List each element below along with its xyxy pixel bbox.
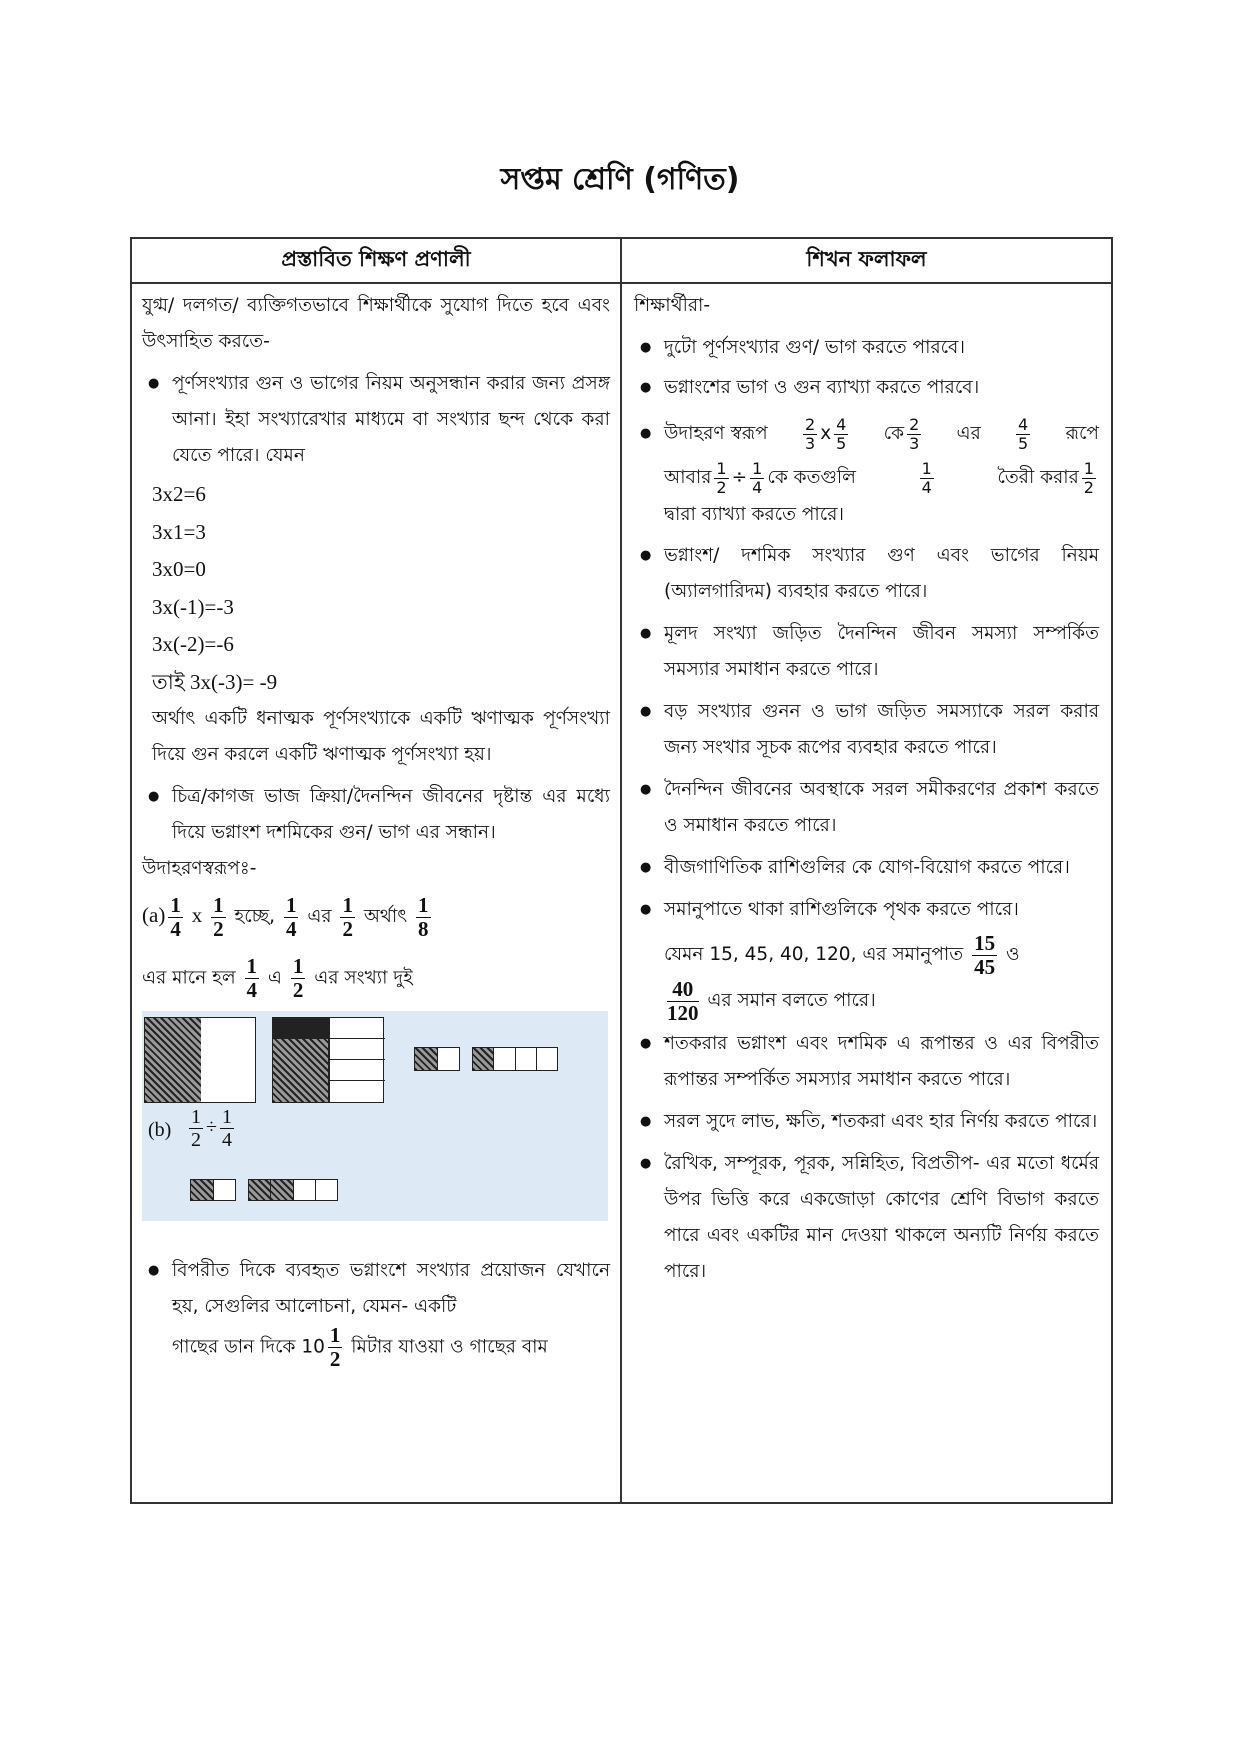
left-bullet-3-end xyxy=(142,1322,610,1371)
example-b-expression xyxy=(186,1107,237,1150)
outcome-proportion-line: যেমন 15, 45, 40, 120, এর সমানুপাত $\frac{15}{45}$ ও xyxy=(664,930,1020,979)
outcome-item-fractions xyxy=(634,412,1099,530)
example-b-label: (b) xyxy=(148,1118,172,1141)
equation: 3x2=6 xyxy=(152,482,206,506)
fraction-one-half: $\frac{1}{2}$ xyxy=(342,892,353,941)
fraction-two-thirds: $\frac{2}{3}$ xyxy=(909,414,920,453)
right-intro: শিক্ষার্থীরা- xyxy=(634,295,711,316)
example-a2-text: এর সংখ্যা দুই xyxy=(314,967,413,988)
equation: 3x0=0 xyxy=(152,557,206,581)
equation: 3x(-1)=-3 xyxy=(152,594,234,619)
outcome-item: ● শতকরার ভগ্নাংশ এবং দশমিক এ রূপান্তর ও এর বিপরীত রূপান্তর সম্পর্কিত সমস্যার সমাধান করতে পারে। xyxy=(634,1026,1099,1098)
curriculum-table xyxy=(130,237,1113,1504)
half-bar-diagram-b xyxy=(190,1179,236,1201)
fraction-diagram xyxy=(142,1011,608,1221)
example-a-text: হচ্ছে, xyxy=(234,906,276,927)
fraction-four-fifths: $\frac{4}{5}$ xyxy=(836,414,847,453)
fraction-one-fourth: $\frac{1}{4}$ xyxy=(921,458,932,497)
bullet3-text: মিটার যাওয়া ও গাছের বাম xyxy=(351,1336,548,1357)
fraction-one-fourth: $\frac{1}{4}$ xyxy=(170,892,181,941)
half-bar-diagram xyxy=(414,1047,460,1071)
example-a2-text: এ xyxy=(267,967,282,988)
fraction-40-120: $\frac{40}{120}$ xyxy=(667,976,699,1025)
outcome-item: ● বীজগাণিতিক রাশিগুলির কে যোগ-বিয়োগ করতে পারে। xyxy=(634,850,1099,886)
times-symbol: x xyxy=(191,903,203,927)
fraction-two-thirds: $\frac{2}{3}$ xyxy=(805,414,816,453)
fraction-15-45: $\frac{15}{45}$ xyxy=(974,930,996,979)
outcome-proportion-line-2: $\frac{40}{120}$ এর সমান বলতে পারে। xyxy=(667,976,876,1025)
example-a-prefix: (a) xyxy=(142,903,166,927)
col-header-learning-outcome: শিখন ফলাফল xyxy=(621,238,1112,283)
teaching-method-cell xyxy=(131,283,621,1503)
outcome-item: ● বড় সংখ্যার গুনন ও ভাগ জড়িত সমস্যাকে সরল করার জন্য সংখার সূচক রূপের ব্যবহার করতে পারে। xyxy=(634,694,1099,766)
quarter-of-half-diagram xyxy=(272,1017,384,1103)
example-a-text: এর xyxy=(307,906,332,927)
outcome-item: ● ভগ্নাংশের ভাগ ও গুন ব্যাখ্যা করতে পারবে। xyxy=(634,370,1099,406)
fraction-one-eighth: $\frac{1}{8}$ xyxy=(418,892,429,941)
col-header-teaching-method: প্রস্তাবিত শিক্ষণ প্রণালী xyxy=(131,238,621,283)
outcome-fraction-row-2: আবার $\frac{1}{2}$ ÷ $\frac{1}{4}$ কে কতগুলি $\frac{1}{4}$ তৈরী করার $\frac{1}{2}$ xyxy=(664,458,1094,497)
fraction-one-half: $\frac{1}{2}$ xyxy=(329,1322,341,1371)
example-a-text: অর্থাৎ xyxy=(363,906,408,927)
quarter-bar-diagram xyxy=(472,1047,558,1071)
outcome-item: ● দুটো পূর্ণসংখ্যার গুণ/ ভাগ করতে পারবে। xyxy=(634,330,1099,366)
left-bullet-3: ● বিপরীত দিকে ব্যবহৃত ভগ্নাংশে সংখ্যার প্রয়োজন যেখানে হয়, সেগুলির আলোচনা, যেমন- একটি xyxy=(142,1253,610,1325)
outcome-item: ● দৈনন্দিন জীবনের অবস্থাকে সরল সমীকরণের প্রকাশ করতে ও সমাধান করতে পারে। xyxy=(634,772,1099,844)
fraction-one-fourth: $\frac{1}{4}$ xyxy=(221,1105,232,1151)
outcome-item: ● সরল সুদে লাভ, ক্ষতি, শতকরা এবং হার নির্ণয় করতে পারে। xyxy=(634,1104,1099,1140)
outcome-fraction-row-1: ● উদাহরণ স্বরূপ $\frac{2}{3}$ x $\frac{4}{5}$ কে $\frac{2}{3}$ এর $\frac{4}{5}$ রূপে xyxy=(664,414,1099,453)
division-symbol: ÷ xyxy=(206,1115,217,1138)
example-a-meaning xyxy=(142,953,610,1002)
equation-list xyxy=(142,476,610,701)
left-bullet-2: ● চিত্র/কাগজ ভাজ ক্রিয়া/দৈনন্দিন জীবনের দৃষ্টান্ত এর মধ্যে দিয়ে ভগ্নাংশ দশমিকের গুন/ ভাগ এর সন্ধান। xyxy=(142,779,610,851)
left-conclusion: অর্থাৎ একটি ধনাত্মক পূর্ণসংখ্যাকে একটি ঋণাত্মক পূর্ণসংখ্যা দিয়ে গুন করলে একটি ঋণাত্মক পূর্ণসংখ্যা হয়। xyxy=(152,708,610,765)
fraction-one-half: $\frac{1}{2}$ xyxy=(716,458,727,497)
example-a-line xyxy=(142,893,610,940)
fraction-one-half: $\frac{1}{2}$ xyxy=(191,1105,201,1151)
outcome-item: ● রৈখিক, সম্পূরক, পূরক, সন্নিহিত, বিপ্রতীপ- এর মতো ধর্মের উপর ভিত্তি করে একজোড়া কোণের শ্রেণি বিভাগ করতে পারে এবং একটির মান দেওয়া থাকলে অন্যটি নির্ণয় করতে পারে। xyxy=(634,1146,1099,1290)
example-label: উদাহরণস্বরূপঃ- xyxy=(142,858,257,879)
outcome-fraction-end: দ্বারা ব্যাখ্যা করতে পারে। xyxy=(664,504,845,525)
example-a2-text: এর মানে হল xyxy=(142,967,236,988)
left-intro: যুগ্ম/ দলগত/ ব্যক্তিগতভাবে শিক্ষার্থীকে সুযোগ দিতে হবে এবং উৎসাহিত করতে- xyxy=(142,295,610,352)
fraction-four-fifths: $\frac{4}{5}$ xyxy=(1018,414,1029,453)
fraction-one-half: $\frac{1}{2}$ xyxy=(1083,458,1094,497)
equation: তাই 3x(-3)= -9 xyxy=(152,669,278,694)
quarter-bar-diagram-b xyxy=(248,1179,338,1201)
outcome-item: ● মূলদ সংখ্যা জড়িত দৈনন্দিন জীবন সমস্যা সম্পর্কিত সমস্যার সমাধান করতে পারে। xyxy=(634,616,1099,688)
fraction-one-fourth: $\frac{1}{4}$ xyxy=(285,892,297,941)
fraction-one-half: $\frac{1}{2}$ xyxy=(292,953,304,1002)
bullet3-text: গাছের ডান দিকে 10 xyxy=(172,1336,325,1357)
learning-outcome-cell xyxy=(621,283,1112,1503)
outcome-item: ● ভগ্নাংশ/ দশমিক সংখ্যার গুণ এবং ভাগের নিয়ম (অ্যালগারিদম) ব্যবহার করতে পারে। xyxy=(634,538,1099,610)
fraction-one-half: $\frac{1}{2}$ xyxy=(213,892,224,941)
left-bullet-1: ● পূর্ণসংখ্যার গুন ও ভাগের নিয়ম অনুসন্ধান করার জন্য প্রসঙ্গ আনা। ইহা সংখ্যারেখার মাধ্যমে বা সংখ্যার ছন্দ থেকে করা যেতে পারে। যেমন xyxy=(142,366,610,474)
fraction-one-fourth: $\frac{1}{4}$ xyxy=(752,458,763,497)
page-title: সপ্তম শ্রেণি (গণিত) xyxy=(500,162,740,197)
half-square-diagram xyxy=(144,1017,256,1103)
equation: 3x1=3 xyxy=(152,519,206,544)
outcome-item: ● সমানুপাতে থাকা রাশিগুলিকে পৃথক করতে পারে। xyxy=(634,892,1099,928)
fraction-one-fourth: $\frac{1}{4}$ xyxy=(246,953,258,1002)
equation: 3x(-2)=-6 xyxy=(152,632,234,656)
